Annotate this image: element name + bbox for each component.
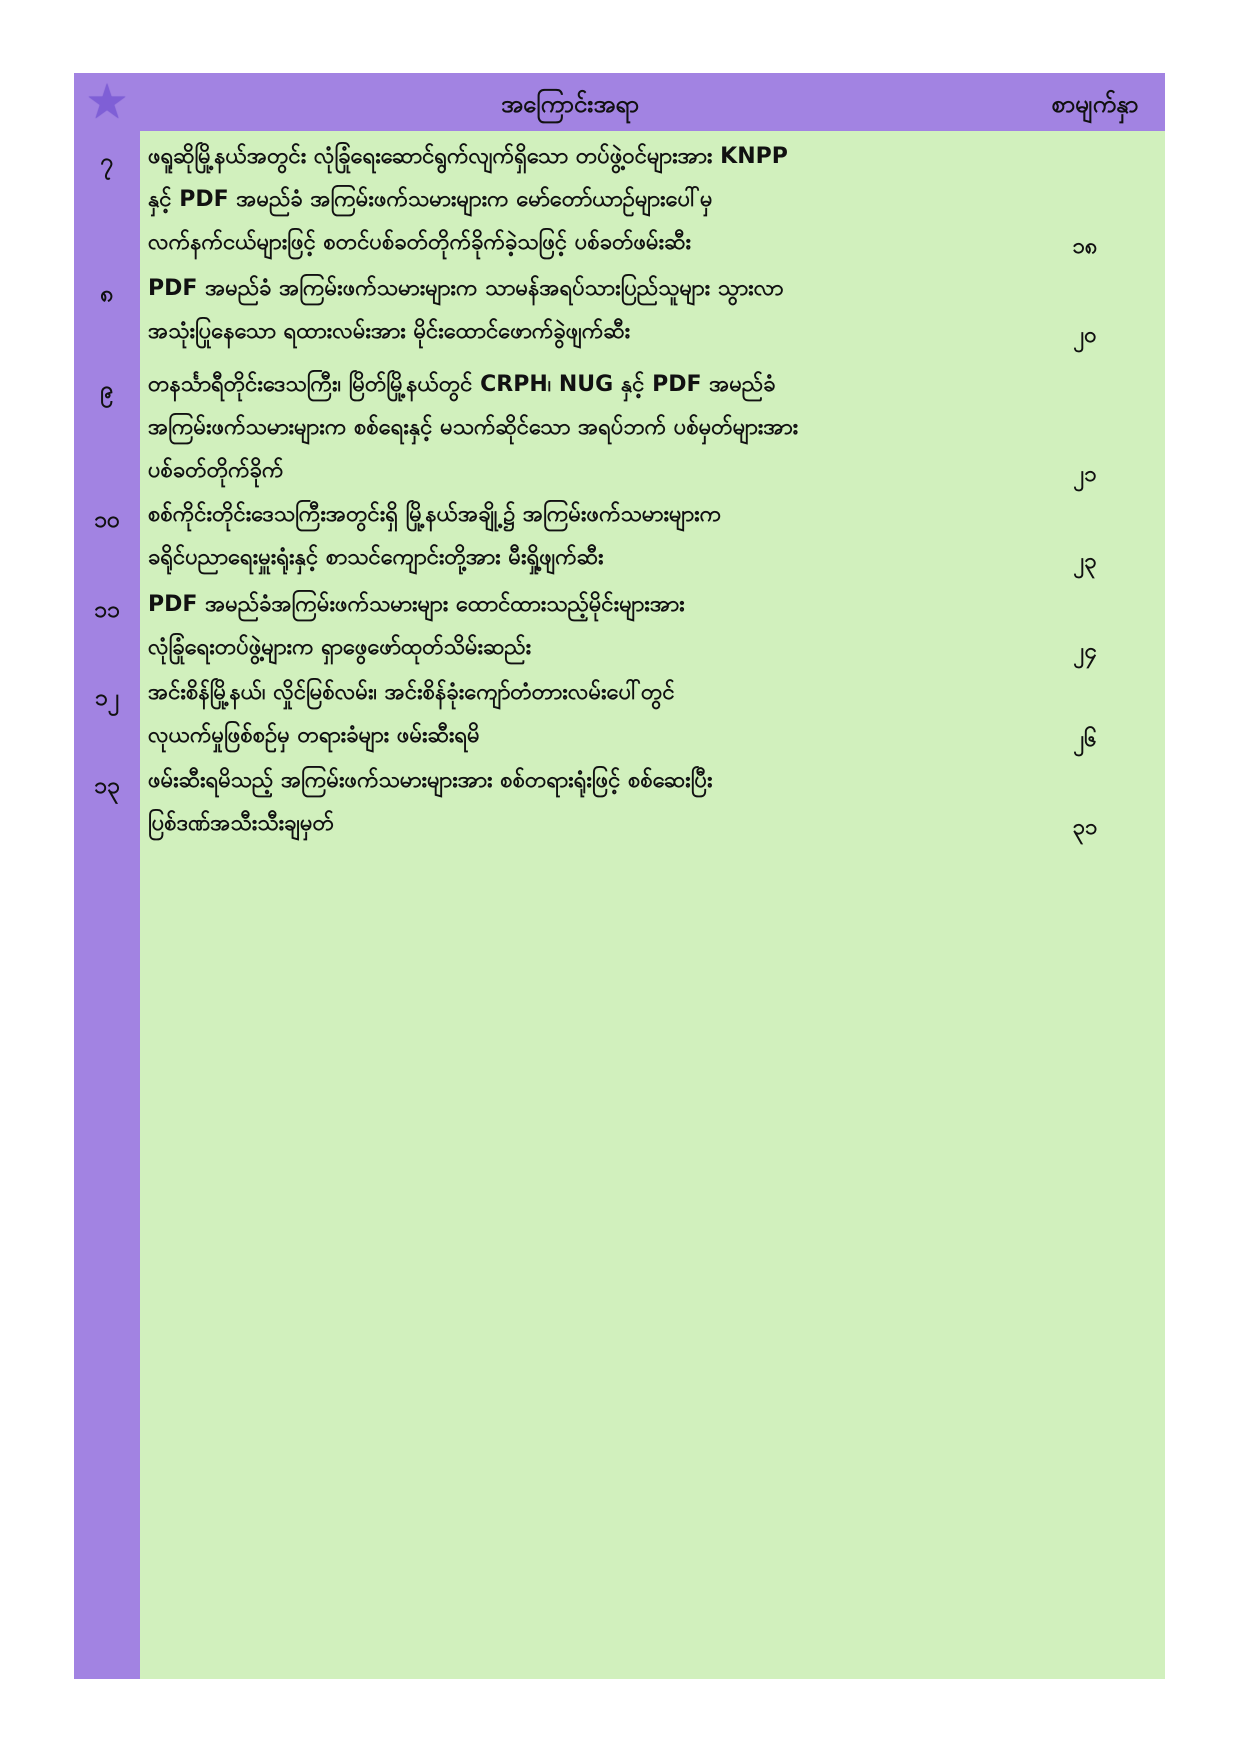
entries-area bbox=[140, 131, 1165, 1679]
entry-title-line: လက်နက်ငယ်များဖြင့် စတင်ပစ်ခတ်တိုက်ခိုက်ခဲ့သဖြင့် ပစ်ခတ်ဖမ်းဆီး bbox=[148, 230, 692, 255]
entry-title-line: PDF အမည်ခံအကြမ်းဖက်သမားများ ထောင်ထားသည့်မိုင်းများအား bbox=[148, 592, 685, 617]
entry-title-line: ပြစ်ဒဏ်အသီးသီးချမှတ် bbox=[148, 811, 335, 836]
entry-title-line: ခရိုင်ပညာရေးမှူးရုံးနှင့် စာသင်ကျောင်းတို့အား မီးရှို့ဖျက်ဆီး bbox=[148, 545, 604, 570]
entry-page-number[interactable]: ၁၈ bbox=[1072, 234, 1098, 259]
table-of-contents bbox=[74, 73, 1165, 1679]
entry-page-number[interactable]: ၂၆ bbox=[1073, 727, 1097, 752]
entry-number: ၁၂ bbox=[94, 685, 120, 711]
entry-title[interactable] bbox=[148, 363, 1028, 492]
entry-number: ၁၀ bbox=[94, 507, 120, 533]
entry-title-line: အသုံးပြုနေသော ရထားလမ်းအား မိုင်းထောင်ဖောက်ခွဲဖျက်ဆီး bbox=[148, 319, 631, 344]
entry-title[interactable] bbox=[148, 671, 1028, 757]
entry-title-line: စစ်ကိုင်းတိုင်းဒေသကြီးအတွင်းရှိ မြို့နယ်အချို့၌ အကြမ်းဖက်သမားများက bbox=[148, 502, 722, 527]
entry-page-number[interactable]: ၂၀ bbox=[1073, 323, 1097, 348]
entry-title-line: တနင်္သာရီတိုင်းဒေသကြီး၊ မြိတ်မြို့နယ်တွင် CRPH၊ NUG နှင့် PDF အမည်ခံ bbox=[148, 372, 776, 397]
entry-page-number[interactable]: ၂၄ bbox=[1073, 639, 1097, 664]
entry-number: ၁၁ bbox=[94, 597, 120, 623]
entry-title-line: ပစ်ခတ်တိုက်ခိုက် bbox=[148, 458, 284, 483]
entry-title[interactable] bbox=[148, 583, 1028, 669]
entry-title-line: အကြမ်းဖက်သမားများက စစ်ရေးနှင့် မသက်ဆိုင်သော အရပ်ဘက် ပစ်မှတ်များအား bbox=[148, 415, 799, 440]
entry-title-line: ဖမ်းဆီးရမိသည့် အကြမ်းဖက်သမားများအား စစ်တရားရုံးဖြင့် စစ်ဆေးပြီး bbox=[148, 768, 713, 793]
entry-page-number[interactable]: ၃၁ bbox=[1072, 815, 1098, 840]
entry-title-line: ဖရူဆိုမြို့နယ်အတွင်း လုံခြုံရေးဆောင်ရွက်လျက်ရှိသော တပ်ဖွဲ့ဝင်များအား KNPP bbox=[148, 144, 788, 169]
entry-number: ၉ bbox=[100, 377, 114, 403]
entry-page-number[interactable]: ၂၁ bbox=[1073, 462, 1097, 487]
number-column bbox=[74, 131, 140, 1679]
header-corner bbox=[74, 73, 140, 131]
toc-header bbox=[140, 73, 1165, 131]
entry-page-number[interactable]: ၂၃ bbox=[1073, 549, 1097, 574]
header-page-label: စာမျက်နှာ bbox=[1051, 90, 1139, 118]
entry-number: ၇ bbox=[100, 149, 114, 175]
entry-number: ၈ bbox=[100, 281, 114, 307]
entry-title-line: နှင့် PDF အမည်ခံ အကြမ်းဖက်သမားများက မော်တော်ယာဉ်များပေါ်မှ bbox=[148, 187, 713, 212]
entry-title-line: အင်းစိန်မြို့နယ်၊ လှိုင်မြစ်လမ်း၊ အင်းစိန်ခုံးကျော်တံတားလမ်းပေါ်တွင် bbox=[148, 680, 675, 705]
entry-title[interactable] bbox=[148, 267, 1028, 353]
header-title: အကြောင်းအရာ bbox=[501, 90, 639, 118]
entry-title[interactable] bbox=[148, 759, 1028, 845]
star-icon: ★ bbox=[85, 74, 129, 130]
entry-title[interactable] bbox=[148, 135, 1028, 264]
entry-title-line: လုယက်မှုဖြစ်စဉ်မှ တရားခံများ ဖမ်းဆီးရမိ bbox=[148, 723, 480, 748]
entry-number: ၁၃ bbox=[94, 773, 120, 799]
entry-title[interactable] bbox=[148, 493, 1028, 579]
entry-title-line: လုံခြုံရေးတပ်ဖွဲ့များက ရှာဖွေဖော်ထုတ်သိမ်းဆည်း bbox=[148, 635, 532, 660]
entry-title-line: PDF အမည်ခံ အကြမ်းဖက်သမားများက သာမန်အရပ်သားပြည်သူများ သွားလာ bbox=[148, 276, 784, 301]
